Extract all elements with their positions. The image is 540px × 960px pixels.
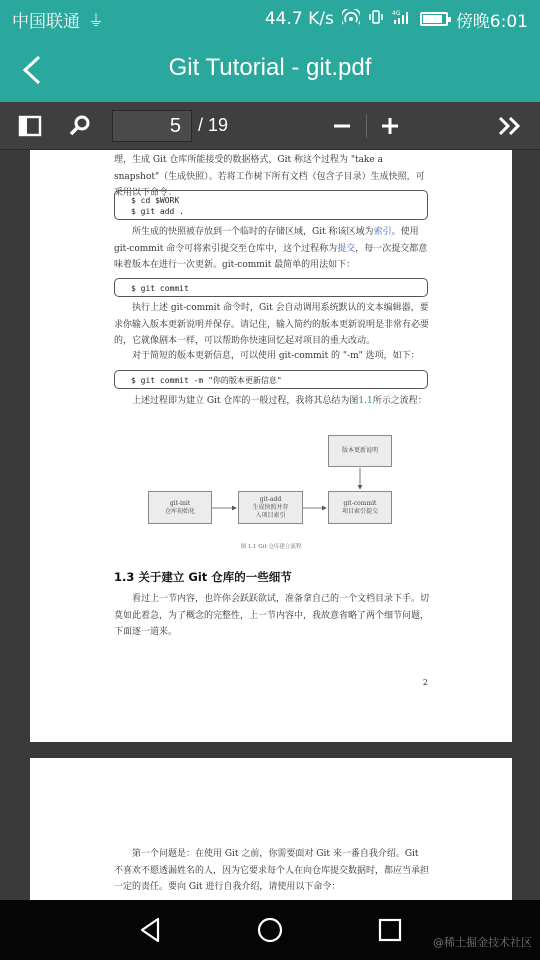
section-heading: 1.3 关于建立 Git 仓库的一些细节 — [114, 570, 292, 584]
search-button[interactable] — [64, 110, 96, 142]
system-nav-bar — [0, 900, 540, 960]
signal-4g-icon — [392, 9, 412, 29]
square-recents-icon — [377, 917, 403, 943]
zoom-out-button[interactable] — [326, 110, 358, 142]
document-viewer[interactable] — [0, 150, 540, 900]
link-index[interactable]: 索引 — [373, 227, 392, 237]
sidebar-icon — [18, 115, 42, 137]
pdf-page — [30, 758, 512, 900]
diagram-box-commit-message: 版本更新说明 — [328, 435, 392, 467]
page-number-input[interactable]: 5 — [112, 110, 192, 142]
zoom-in-button[interactable] — [374, 110, 406, 142]
paragraph: 所生成的快照被存放到一个临时的存储区域，Git 称该区域为索引。使用 git-commit 命令可将索引提交至仓库中，这个过程称为提交，每一次提交都意味着版本在进行一次更新。git-commit 最简单的用法如下： — [114, 227, 428, 270]
toolbar-divider — [366, 114, 367, 138]
pdf-page — [30, 150, 512, 742]
svg-text:4G: 4G — [391, 10, 401, 17]
code-line: $ cd $WORK — [131, 196, 180, 205]
hotspot-icon — [342, 9, 360, 29]
code-line: $ git add . — [131, 207, 184, 216]
vibrate-icon — [368, 9, 384, 29]
paragraph: 理，生成 Git 仓库所能接受的数据格式，Git 称这个过程为 "take a snapshot"（生成快照）。若将工作树下所有文档（包含子目录）生成快照，可采用以下命令： — [114, 155, 425, 198]
double-chevron-right-icon — [497, 115, 523, 137]
page-number: 2 — [422, 678, 428, 687]
watermark: @稀土掘金技术社区 — [433, 936, 532, 949]
paragraph: 看过上一节内容，也许你会跃跃欲试，准备拿自己的一个文档目录下手。切莫如此着急，为了概念的完整性，上一节内容中，我故意省略了两个细节问题，下面逐一道来。 — [114, 594, 430, 637]
diagram-box-git-commit: git-commit 项目索引提交 — [328, 491, 392, 524]
sidebar-toggle-button[interactable] — [14, 110, 46, 142]
nav-home-button[interactable] — [250, 912, 290, 948]
figure-caption: 图 1.1 Git 仓库建立流程 — [240, 544, 302, 550]
circle-home-icon — [256, 916, 284, 944]
nav-recents-button[interactable] — [370, 912, 410, 948]
link-commit[interactable]: 提交 — [337, 243, 356, 254]
minus-icon — [332, 116, 352, 136]
usb-icon: ⏚ — [88, 10, 105, 30]
app-bar — [0, 38, 540, 102]
network-speed: 44.7 K/s — [264, 9, 334, 29]
diagram-box-git-init: git-init 仓库初始化 — [148, 491, 212, 524]
paragraph: 执行上述 git-commit 命令时，Git 会自动调用系统默认的文本编辑器，要求你输入版本更新说明并保存。请记住，输入简约的版本更新说明是非常有必要的，它就像剧本一样，可以帮助你快速回忆起对项目的重大改动。 — [114, 303, 430, 346]
triangle-back-icon — [138, 916, 162, 944]
document-title: Git Tutorial - git.pdf — [168, 54, 372, 81]
paragraph: 对于简短的版本更新信息，可以使用 git-commit 的 "-m" 选项，如下： — [132, 351, 420, 361]
nav-back-button[interactable] — [130, 912, 170, 948]
pdf-toolbar — [0, 102, 540, 150]
flow-arrows — [30, 150, 512, 742]
clock: 傍晚6:01 — [455, 11, 528, 32]
status-bar — [0, 0, 540, 38]
search-icon — [68, 114, 92, 138]
more-tools-button[interactable] — [494, 110, 526, 142]
figure-link[interactable]: 1.1 — [358, 396, 373, 406]
diagram-box-git-add: git-add 生成快照并存 入项目索引 — [238, 491, 303, 524]
paragraph: 上述过程即为建立 Git 仓库的一般过程，我将其总结为图1.1所示之流程： — [132, 396, 427, 406]
page-total: / 19 — [198, 115, 229, 135]
code-line: $ git commit — [131, 284, 189, 293]
battery-icon — [420, 12, 448, 26]
plus-icon — [380, 116, 400, 136]
code-line: $ git commit -m "你的版本更新信息" — [131, 376, 282, 385]
paragraph: 第一个问题是：在使用 Git 之前，你需要面对 Git 来一番自我介绍。Git 不喜欢不愿透漏姓名的人，因为它要求每个人在向仓库提交数据时，都应当承担一定的责任。要向 Git 进行自我介绍，请使用以下命令： — [114, 849, 430, 892]
carrier-label: 中国联通 — [12, 11, 80, 32]
